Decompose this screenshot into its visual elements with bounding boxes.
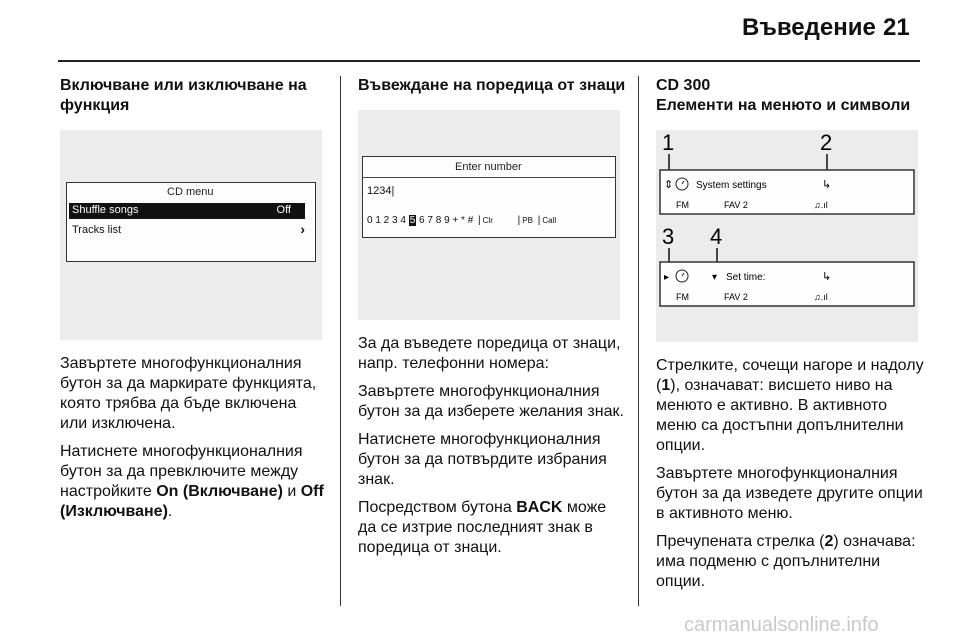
- section-heading: CD 300: [656, 77, 711, 94]
- music-signal-icon: ♫.ıl: [814, 292, 828, 302]
- paragraph: Натиснете многофункционалния бутон за да потвърдите избрания знак.: [358, 431, 607, 488]
- screen-1-fm: FM: [676, 200, 689, 210]
- text: ), означават: висшето ниво на менюто е активно. В активното меню са достъпни допълнителни опции.: [656, 377, 904, 454]
- text: ) означава: има подменю с допълнителни опции.: [656, 533, 916, 590]
- page-header-title: Въведение: [742, 14, 876, 41]
- paragraph: За да въведете поредица от знаци, напр. телефонни номера:: [358, 335, 621, 372]
- text: и: [282, 483, 301, 500]
- title-divider: [363, 177, 615, 178]
- text: може да се изтрие последният знак в поредица от знаци.: [358, 499, 607, 556]
- screen-title: CD menu: [167, 186, 214, 198]
- callout-4: 4: [710, 224, 723, 249]
- paragraph: Завъртете многофункционалния бутон за да маркирате функцията, която трябва да бъде включена или изключена.: [60, 355, 317, 432]
- header-rule: [58, 60, 920, 62]
- paragraph: [358, 498, 626, 558]
- callout-2: 2: [820, 130, 833, 155]
- section-heading: Включване или изключване на функция: [60, 77, 307, 114]
- bold-term: BACK: [516, 499, 563, 516]
- page-number: 21: [883, 14, 910, 41]
- selected-key: 5: [409, 215, 416, 226]
- callout-3: 3: [662, 224, 675, 249]
- column-divider-1: [340, 76, 341, 606]
- column-3: [656, 76, 924, 600]
- section-heading: Въвеждане на поредица от знаци: [358, 77, 626, 94]
- screen-title: Enter number: [455, 161, 522, 173]
- screen-2-title: Set time:: [726, 272, 766, 283]
- column-divider-2: [638, 76, 639, 606]
- watermark: carmanualsonline.info: [684, 614, 879, 636]
- cd-menu-screenshot: [60, 130, 322, 340]
- bold-term: Off (Изключване): [60, 483, 324, 520]
- screen-2-fm: FM: [676, 292, 689, 302]
- separator: |: [517, 215, 521, 226]
- number-input: [367, 185, 394, 197]
- row-label: Tracks list: [72, 224, 122, 236]
- enter-number-screenshot: [358, 110, 620, 320]
- right-arrow-icon: ▸: [664, 272, 670, 283]
- section-subheading: Елементи на менюто и символи: [656, 97, 911, 114]
- down-arrow-icon: ▾: [712, 272, 718, 283]
- character-keys: 0 1 2 3 4 5 6 7 8 9 + * #: [367, 215, 474, 226]
- input-value: 1234: [367, 185, 392, 197]
- screen-1-title: System settings: [696, 180, 767, 191]
- screen-1: [660, 170, 914, 214]
- bold-term: 2: [824, 533, 834, 550]
- bold-term: 1: [661, 377, 671, 394]
- separator: |: [478, 215, 481, 226]
- cd-menu-screen: [66, 182, 316, 262]
- paragraph: [656, 532, 924, 592]
- screen-1-fav: FAV 2: [724, 200, 748, 210]
- screen-2-fav: FAV 2: [724, 292, 748, 302]
- call-key: Call: [542, 216, 557, 225]
- menu-symbols-diagram: [656, 130, 918, 342]
- paragraph: Завъртете многофункционалния бутон за да изведете другите опции в активното меню.: [656, 465, 923, 522]
- text: Пречупената стрелка (: [656, 533, 825, 550]
- paragraph: [656, 356, 924, 456]
- broken-arrow-icon: ↳: [822, 271, 832, 283]
- music-signal-icon: ♫.ıl: [814, 200, 828, 210]
- column-1: [60, 76, 328, 530]
- bold-term: On (Включване): [156, 483, 283, 500]
- highlighted-row: [69, 203, 305, 219]
- phonebook-key: PB: [522, 216, 533, 225]
- row-value: Off: [276, 204, 291, 216]
- paragraph: [60, 442, 328, 522]
- text: Натиснете многофункционалния бутон за да превключите между настройките: [60, 443, 303, 500]
- row-label: Shuffle songs: [72, 204, 139, 216]
- screen-2: [660, 262, 914, 306]
- text: Стрелките, сочещи нагоре и надолу (: [656, 357, 924, 394]
- callout-1: 1: [662, 130, 675, 155]
- broken-arrow-icon: ↳: [822, 179, 832, 191]
- up-down-arrow-icon: ⇕: [664, 179, 674, 191]
- paragraph: Завъртете многофункционалния бутон за да изберете желания знак.: [358, 383, 624, 420]
- chevron-right-icon: ›: [300, 221, 305, 237]
- enter-number-screen: [362, 156, 616, 238]
- symbols-svg: [656, 130, 918, 342]
- text-cursor: |: [391, 185, 395, 197]
- key-row: [367, 215, 556, 226]
- separator: |: [537, 215, 541, 226]
- column-2: [358, 76, 626, 566]
- text: Посредством бутона: [358, 499, 517, 516]
- text: .: [167, 503, 173, 520]
- clear-key: Clr: [482, 216, 493, 225]
